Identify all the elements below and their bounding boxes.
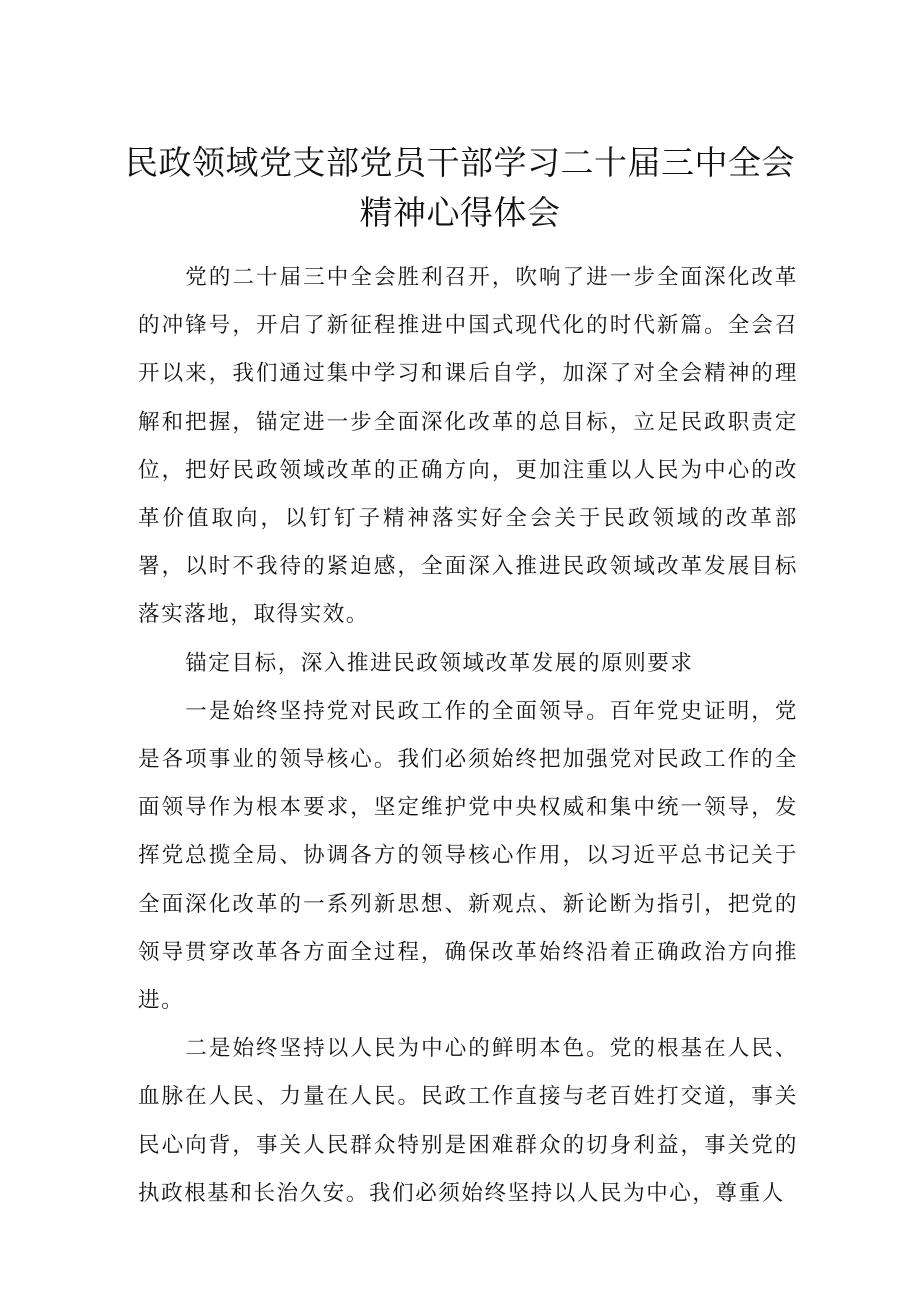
paragraph-intro: 党的二十届三中全会胜利召开，吹响了进一步全面深化改革的冲锋号，开启了新征程推进中国式现代化的时代新篇。全会召开以来，我们通过集中学习和课后自学，加深了对全会精神的理解和把握，锚定进一步全面深化改革的总目标，立足民政职责定位，把好民政领域改革的正确方向，更加注重以人民为中心的改革价值取向，以钉钉子精神落实好全会关于民政领域的改革部署，以时不我待的紧迫感，全面深入推进民政领域改革发展目标落实落地，取得实效。	[138, 265, 798, 628]
paragraph-point-two: 二是始终坚持以人民为中心的鲜明本色。党的根基在人民、血脉在人民、力量在人民。民政工作直接与老百姓打交道，事关民心向背，事关人民群众特别是困难群众的切身利益，事关党的执政根基和长治久安。我们必须始终坚持以人民为中心，尊重人	[138, 1036, 798, 1206]
paragraph-point-one: 一是始终坚持党对民政工作的全面领导。百年党史证明，党是各项事业的领导核心。我们必须始终把加强党对民政工作的全面领导作为根本要求，坚定维护党中央权威和集中统一领导，发挥党总揽全局、协调各方的领导核心作用，以习近平总书记关于全面深化改革的一系列新思想、新观点、新论断为指引，把党的领导贯穿改革各方面全过程，确保改革始终沿着正确政治方向推进。	[138, 698, 798, 1014]
title-line-2: 精神心得体会	[359, 193, 561, 232]
title-line-1: 民政领域党支部党员干部学习二十届三中全会	[125, 143, 795, 182]
section-heading: 锚定目标，深入推进民政领域改革发展的原则要求	[185, 650, 694, 676]
document-title	[0, 138, 920, 238]
document-body	[138, 254, 798, 1218]
